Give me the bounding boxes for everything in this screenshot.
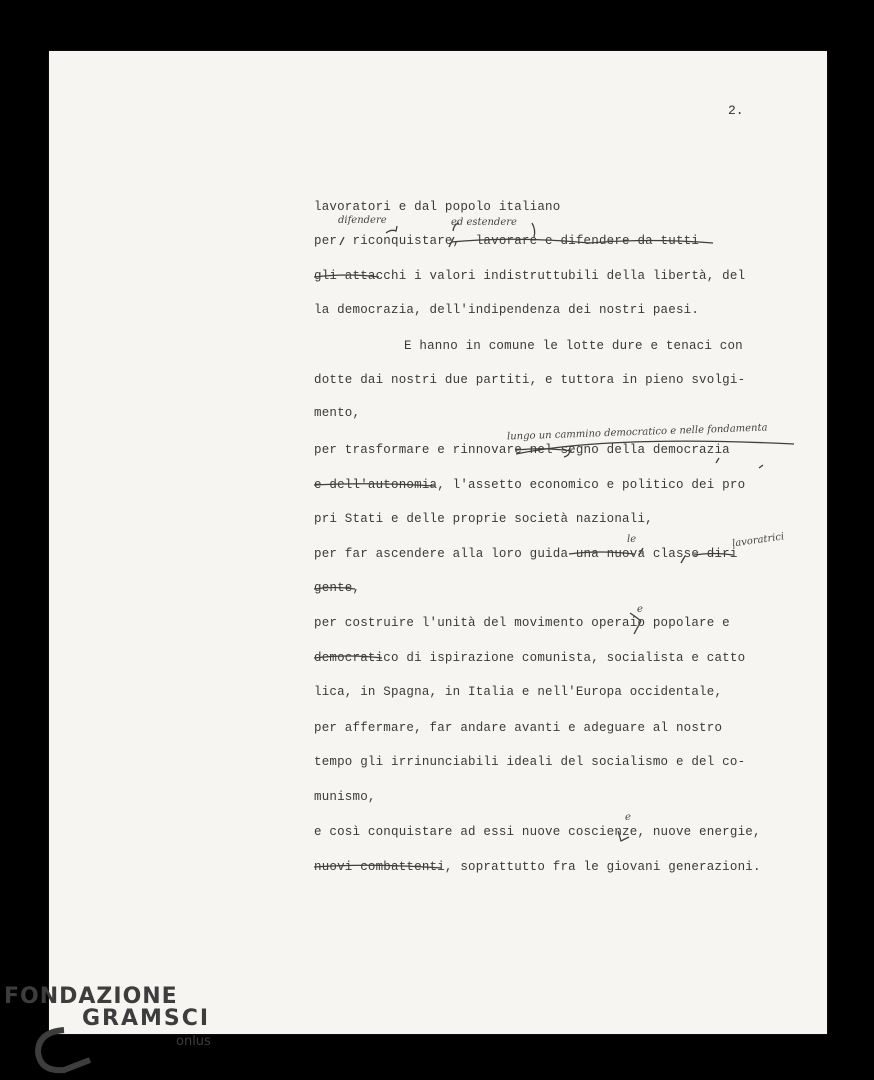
- watermark-line3: onlus: [176, 1034, 211, 1049]
- text-line-18: munismo,: [314, 790, 376, 804]
- text-line-20: nuovi combattenti, soprattutto fra le giovani generazioni.: [314, 860, 761, 874]
- watermark-line1: FONDAZIONE: [4, 984, 178, 1009]
- text-line-1: lavoratori e dal popolo italiano: [314, 200, 561, 214]
- text-line-6: dotte dai nostri due partiti, e tuttora in pieno svolgi-: [314, 373, 746, 387]
- note-e-1: e: [637, 604, 643, 615]
- text-line-16: per affermare, far andare avanti e adeguare al nostro: [314, 721, 723, 735]
- text-line-13: per costruire l'unità del movimento operaio popolare e: [314, 616, 730, 630]
- handwritten-strikes: [49, 51, 827, 1034]
- note-e-2: e: [625, 812, 631, 823]
- text-line-14: democratico di ispirazione comunista, socialista e catto: [314, 651, 746, 665]
- text-line-2: per riconquistare, lavorare e difendere da tutti: [314, 234, 700, 248]
- note-difendere: difendere: [338, 215, 387, 226]
- note-ed-estendere: ed estendere: [451, 217, 517, 228]
- text-line-4: la democrazia, dell'indipendenza dei nostri paesi.: [314, 303, 700, 317]
- text-line-7: mento,: [314, 406, 361, 420]
- page-number: 2.: [728, 103, 744, 118]
- text-line-9: e dell'autonomia, l'assetto economico e politico dei pro: [314, 478, 746, 492]
- text-line-15: lica, in Spagna, in Italia e nell'Europa occidentale,: [314, 685, 723, 699]
- text-line-8: per trasformare e rinnovare nel segno della democrazia: [314, 443, 730, 457]
- text-line-19: e così conquistare ad essi nuove coscienze, nuove energie,: [314, 825, 761, 839]
- text-line-12: gente,: [314, 581, 361, 595]
- text-line-17: tempo gli irrinunciabili ideali del socialismo e del co-: [314, 755, 746, 769]
- text-line-5: E hanno in comune le lotte dure e tenaci con: [404, 339, 743, 353]
- note-lavoratrici: lavoratrici: [731, 531, 785, 550]
- note-le: le: [627, 534, 637, 545]
- document-page: [49, 51, 827, 1034]
- text-line-11: per far ascendere alla loro guida una nuova classe diri: [314, 547, 738, 561]
- swoosh-icon: [34, 1024, 94, 1076]
- watermark-line2: GRAMSCI: [82, 1006, 211, 1031]
- text-line-3: gli attacchi i valori indistruttubili della libertà, del: [314, 269, 746, 283]
- note-cammino-democratico: lungo un cammino democratico e nelle fondamenta: [506, 422, 768, 443]
- text-line-10: pri Stati e delle proprie società nazionali,: [314, 512, 653, 526]
